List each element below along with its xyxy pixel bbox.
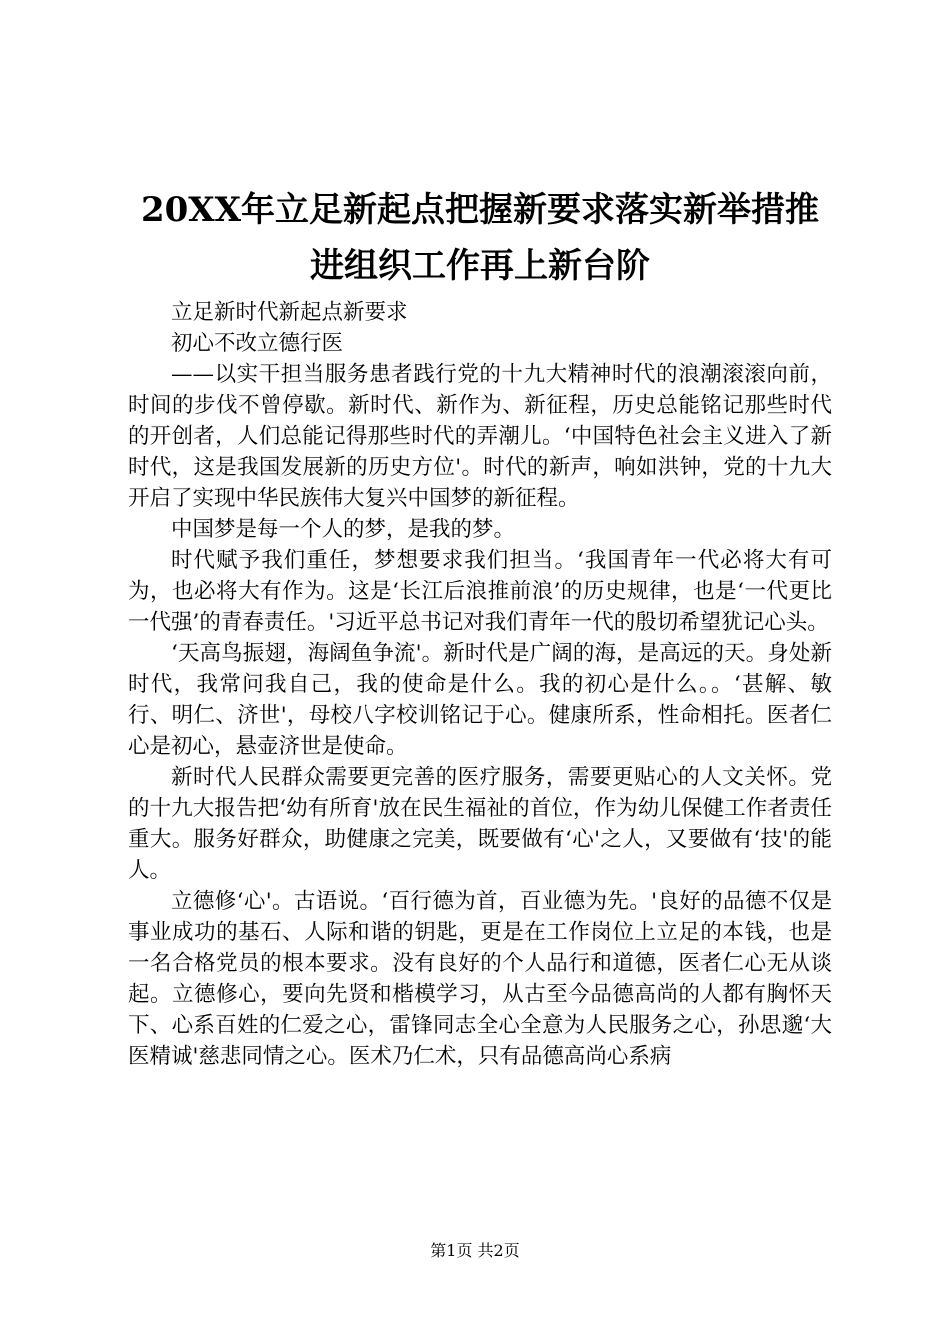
paragraph: 新时代人民群众需要更完善的医疗服务，需要更贴心的人文关怀。党的十九大报告把‘幼有所育'放在民生福祉的首位，作为幼儿保健工作者责任重大。服务好群众，助健康之完美，既要做有‘心'之人，又要做有‘技'的能人。	[128, 765, 832, 883]
paragraph: 立足新时代新起点新要求	[171, 300, 408, 325]
document-title-line-2: 进组织工作再上新台阶	[310, 246, 650, 286]
paragraph: 立德修‘心'。古语说。‘百行德为首，百业德为先。'良好的品德不仅是事业成功的基石、人际和谐的钥匙，更是在工作岗位上立足的本钱，也是一名合格党员的根本要求。没有良好的个人品行和道德，医者仁心无从谈起。立德修心，要向先贤和楷模学习，从古至今品德高尚的人都有胸怀天下、心系百姓的仁爱之心，雷锋同志全心全意为人民服务之心，孙思邈‘大医精诚'慈悲同情之心。医术乃仁术，只有品德高尚心系病	[128, 889, 832, 1069]
paragraph: ‘天高鸟振翅，海阔鱼争流'。新时代是广阔的海，是高远的天。身处新时代，我常问我自己，我的使命是什么。我的初心是什么。。‘甚解、敏行、明仁、济世'，母校八字校训铭记于心。健康所系，性命相托。医者仁心是初心，悬壶济世是使命。	[128, 641, 832, 759]
paragraph: 时代赋予我们重任，梦想要求我们担当。‘我国青年一代必将大有可为，也必将大有作为。这是‘长江后浪推前浪’的历史规律，也是‘一代更比一代强’的青春责任。'习近平总书记对我们青年一代的殷切希望犹记心头。	[128, 548, 832, 635]
page-number-footer: 第1页 共2页	[430, 1241, 520, 1260]
document-title-line-1: 20XX年立足新起点把握新要求落实新举措推	[140, 190, 820, 230]
paragraph: 初心不改立德行医	[171, 331, 344, 356]
paragraph: 中国梦是每一个人的梦，是我的梦。	[171, 517, 516, 542]
document-body	[128, 297, 832, 1072]
paragraph: ——以实干担当服务患者践行党的十九大精神时代的浪潮滚滚向前，时间的步伐不曾停歇。新时代、新作为、新征程，历史总能铭记那些时代的开创者，人们总能记得那些时代的弄潮儿。‘中国特色社会主义进入了新时代，这是我国发展新的历史方位'。时代的新声，响如洪钟，党的十九大开启了实现中华民族伟大复兴中国梦的新征程。	[128, 362, 832, 511]
